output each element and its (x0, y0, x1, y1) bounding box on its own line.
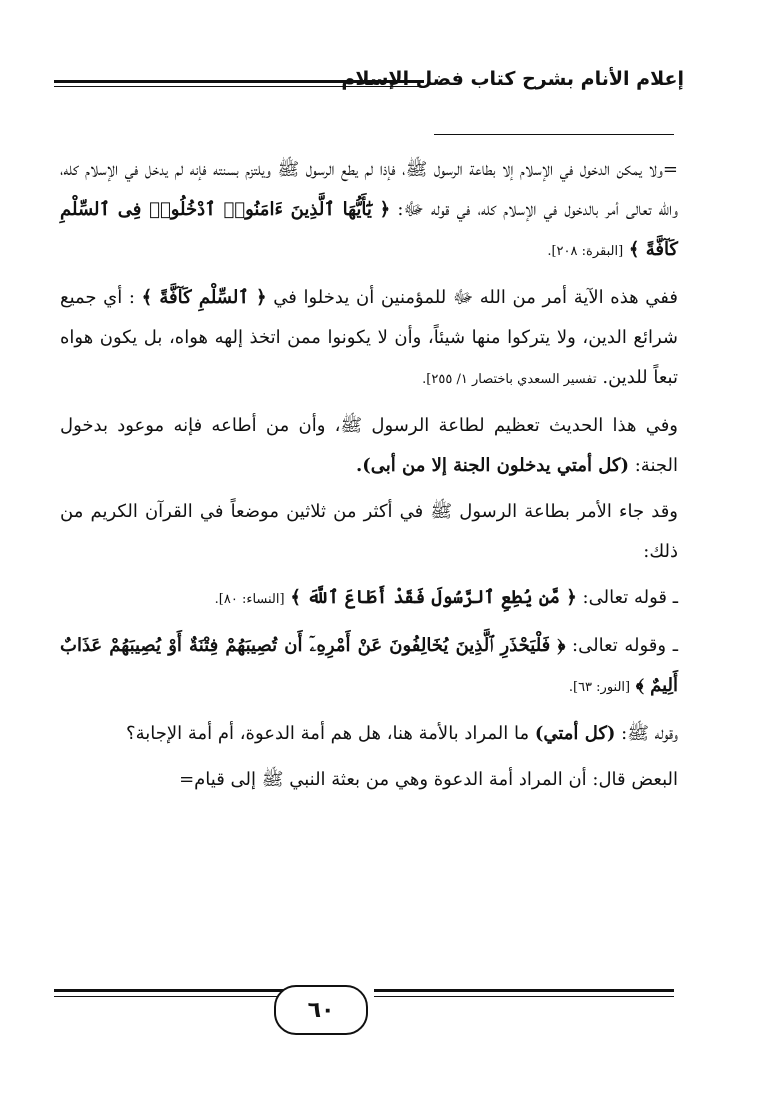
page-number: ٦٠ (274, 985, 368, 1035)
paragraph-7 (60, 714, 678, 754)
reference-nisa: [النساء: ٨٠]. (214, 592, 285, 607)
paragraph-7-rest: ما المراد بالأمة هنا، هل هم أمة الدعوة، أم أمة الإجابة؟ (126, 723, 530, 744)
paragraph-5 (60, 578, 678, 620)
verse-nur: ﴿ فَلْيَحْذَرِ ٱلَّذِينَ يُخَالِفُونَ عَنْ أَمْرِهِۦٓ أَن تُصِيبَهُمْ فِتْنَةٌ أَوْ يُصِيبَهُمْ عَذَابٌ أَلِيمٌ ﴾ (60, 635, 678, 696)
paragraph-7-start: وقوله ﷺ: (621, 723, 678, 744)
paragraph-2-text: ففي هذه الآية أمر من الله ﷻ للمؤمنين أن يدخلوا في (273, 287, 678, 308)
reference-saadi: تفسير السعدي باختصار ١/ ٢٥٥]. (422, 372, 597, 387)
running-header (44, 64, 684, 104)
paragraph-6 (60, 626, 678, 708)
paragraph-4-text: وقد جاء الأمر بطاعة الرسول ﷺ في أكثر من ثلاثين موضعاً في القرآن الكريم من ذلك: (60, 501, 678, 562)
paragraph-2 (60, 278, 678, 400)
paragraph-4 (60, 492, 678, 572)
paragraph-3-text: وفي هذا الحديث تعظيم لطاعة الرسول ﷺ، وأن من أطاعه فإنه موعود بدخول الجنة: (60, 415, 678, 476)
paragraph-2-rest: : أي جميع شرائع الدين، ولا يتركوا منها شيئاً، وأن لا يكونوا ممن اتخذ إلهه هواه، بل يكون هواه تبعاً للدين. (60, 287, 678, 388)
hadith-quote: (كل أمتي يدخلون الجنة إلا من أبى). (355, 455, 629, 476)
reference-baqarah: [البقرة: ٢٠٨]. (547, 244, 624, 259)
hadith-quote-short: (كل أمتي) (534, 723, 616, 744)
page-footer (44, 985, 684, 1045)
paragraph-8-text: البعض قال: أن المراد أمة الدعوة وهي من بعثة النبي ﷺ إلى قيام= (179, 769, 678, 790)
paragraph-5-intro: ـ قوله تعالى: (582, 587, 678, 608)
paragraph-6-intro: ـ وقوله تعالى: (572, 635, 678, 656)
verse-silm: ﴿ ٱلسِّلْمِ كَآفَّةً ﴾ (141, 287, 267, 308)
book-title: إعلام الأنام بشرح كتاب فضل الإسلام (341, 68, 684, 90)
paragraph-1 (60, 150, 678, 272)
verse-baqarah: ﴿ يَٰٓأَيُّهَا ٱلَّذِينَ ءَامَنُوا۟ ٱدْخُلُوا۟ فِى ٱلسِّلْمِ كَآفَّةً ﴾ (60, 199, 678, 260)
footer-rule-left (54, 989, 286, 997)
paragraph-1-text: =ولا يمكن الدخول في الإسلام إلا بطاعة الرسول ﷺ، فإذا لم يطع الرسول ﷺ ويلتزم بسنته فإنه لم يدخل في الإسلام كله، والله تعالى أمر بالدخول في الإسلام كله، في قوله ﷻ: (60, 159, 678, 220)
paragraph-3 (60, 406, 678, 486)
footer-rule-right (374, 989, 674, 997)
page-body (60, 150, 678, 806)
reference-nur: [النور: ٦٣]. (568, 680, 631, 695)
paragraph-8 (60, 760, 678, 800)
verse-nisa: ﴿ مَّن يُطِعِ ٱلرَّسُولَ فَقَدْ أَطَاعَ ٱللَّهَ ﴾ (290, 587, 577, 608)
top-short-rule (434, 134, 674, 135)
